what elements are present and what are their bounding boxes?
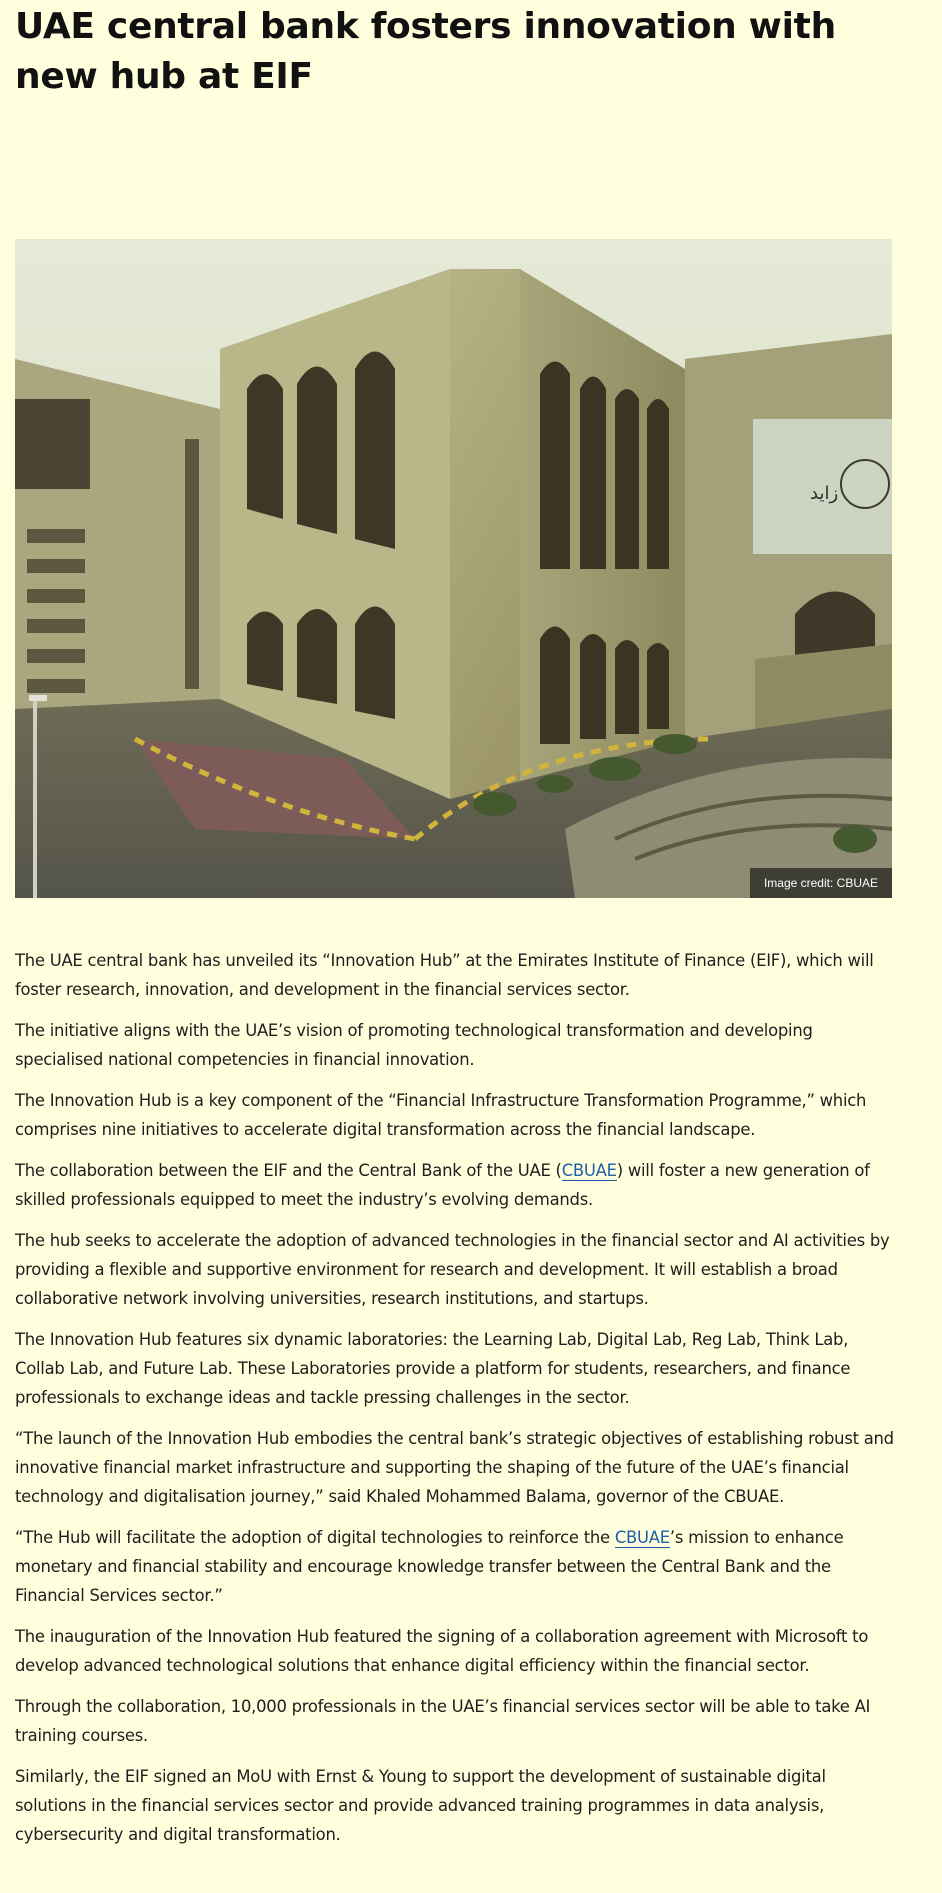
image-credit: Image credit: CBUAE xyxy=(750,868,892,898)
paragraph: Similarly, the EIF signed an MoU with Ernst & Young to support the development of sustainable digital solutions in the financial services sector and provide advanced training programmes in data analysis, cybersecurity and digital transformation. xyxy=(15,1767,826,1844)
paragraph-text: ’s mission to enhance monetary and financial stability and encourage knowledge transfer between the Central Bank and the Financial Services sector.” xyxy=(15,1528,844,1605)
paragraph: Through the collaboration, 10,000 professionals in the UAE’s financial services sector will be able to take AI training courses. xyxy=(15,1697,871,1745)
zayed-banner-text: زايد xyxy=(810,483,839,504)
paragraph-text: ) will foster a new generation of skilled professionals equipped to meet the industry’s evolving demands. xyxy=(15,1161,870,1209)
paragraph: “The launch of the Innovation Hub embodies the central bank’s strategic objectives of establishing robust and innovative financial market infrastructure and supporting the shaping of the future of the UAE’s financial technology and digitalisation journey,” said Khaled Mohammed Balama, governor of the CBUAE. xyxy=(15,1429,894,1506)
paragraph: The Innovation Hub features six dynamic laboratories: the Learning Lab, Digital Lab, Reg Lab, Think Lab, Collab Lab, and Future Lab. These Laboratories provide a platform for students, researchers, and finance professionals to exchange ideas and tackle pressing challenges in the sector. xyxy=(15,1330,851,1407)
paragraph: The hub seeks to accelerate the adoption of advanced technologies in the financial sector and AI activities by providing a flexible and supportive environment for research and development. It will establish a broad collaborative network involving universities, research institutions, and startups. xyxy=(15,1231,890,1308)
paragraph: The UAE central bank has unveiled its “Innovation Hub” at the Emirates Institute of Finance (EIF), which will foster research, innovation, and development in the financial services sector. xyxy=(15,951,874,999)
paragraph: The inauguration of the Innovation Hub featured the signing of a collaboration agreement with Microsoft to develop advanced technological solutions that enhance digital efficiency within the financial sector. xyxy=(15,1627,869,1675)
cbuae-link[interactable]: CBUAE xyxy=(561,1161,617,1180)
central-bank-building-photo xyxy=(15,239,892,898)
paragraph: The Innovation Hub is a key component of the “Financial Infrastructure Transformation Programme,” which comprises nine initiatives to accelerate digital transformation across the financial landscape. xyxy=(15,1091,867,1139)
cbuae-link[interactable]: CBUAE xyxy=(614,1528,670,1547)
paragraph-text: “The Hub will facilitate the adoption of digital technologies to reinforce the xyxy=(15,1528,615,1547)
paragraph-text: The collaboration between the EIF and the Central Bank of the UAE ( xyxy=(15,1161,562,1180)
paragraph xyxy=(15,1523,895,1610)
article xyxy=(15,0,895,1844)
article-headline: UAE central bank fosters innovation with new hub at EIF xyxy=(15,6,836,97)
paragraph: The initiative aligns with the UAE’s vision of promoting technological transformation and developing specialised national competencies in financial innovation. xyxy=(15,1021,813,1069)
article-image xyxy=(15,239,892,898)
article-body xyxy=(15,946,895,1861)
paragraph xyxy=(15,1156,895,1214)
